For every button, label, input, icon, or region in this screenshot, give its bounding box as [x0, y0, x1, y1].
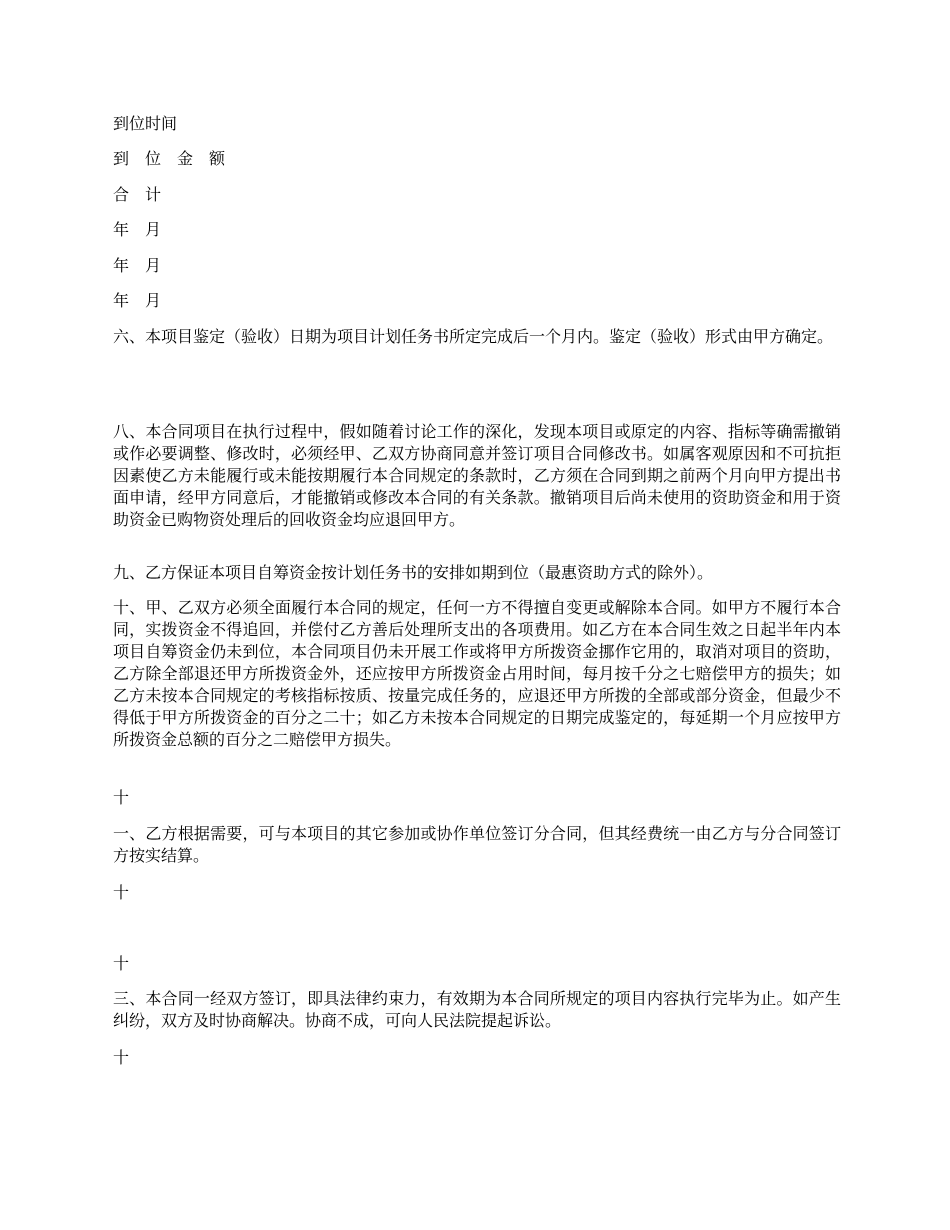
clause-11-paragraph: 一、乙方根据需要，可与本项目的其它参加或协作单位签订分合同，但其经费统一由乙方与分合同签订方按实结算。	[113, 824, 841, 865]
year-month-line-3: 年 月	[113, 291, 162, 310]
ten-mark-2: 十	[113, 883, 130, 902]
year-month-line-2: 年 月	[113, 256, 162, 275]
clause-8-paragraph: 八、本合同项目在执行过程中，假如随着讨论工作的深化，发现本项目或原定的内容、指标等确需撤销或作必要调整、修改时，必须经甲、乙双方协商同意并签订项目合同修改书。如属客观原因和不可抗拒因素使乙方未能履行或未能按期履行本合同规定的条款时，乙方须在合同到期之前两个月向甲方提出书面申请，经甲方同意后，才能撤销或修改本合同的有关条款。撤销项目后尚未使用的资助资金和用于资助资金已购物资处理后的回收资金均应退回甲方。	[113, 422, 841, 529]
year-month-line-1: 年 月	[113, 220, 162, 239]
ten-mark-1: 十	[113, 788, 130, 807]
clause-13-paragraph: 三、本合同一经双方签订，即具法律约束力，有效期为本合同所规定的项目内容执行完毕为止。如产生纠纷，双方及时协商解决。协商不成，可向人民法院提起诉讼。	[113, 989, 841, 1030]
total-label: 合 计	[113, 185, 162, 204]
ten-mark-3: 十	[113, 954, 130, 973]
document-page	[113, 0, 841, 1230]
clause-10-paragraph: 十、甲、乙双方必须全面履行本合同的规定，任何一方不得擅自变更或解除本合同。如甲方不履行本合同，实拨资金不得追回，并偿付乙方善后处理所支出的各项费用。如乙方在本合同生效之日起半年内本项目自筹资金仍未到位，本合同项目仍未开展工作或将甲方所拨资金挪作它用的，取消对项目的资助，乙方除全部退还甲方所拨资金外，还应按甲方所拨资金占用时间，每月按千分之七赔偿甲方的损失；如乙方未按本合同规定的考核指标按质、按量完成任务的，应退还甲方所拨的全部或部分资金，但最少不得低于甲方所拨资金的百分之二十；如乙方未按本合同规定的日期完成鉴定的，每延期一个月应按甲方所拨资金总额的百分之二赔偿甲方损失。	[113, 598, 841, 749]
ten-mark-4: 十	[113, 1048, 130, 1067]
arrival-time-label: 到位时间	[113, 114, 178, 133]
arrival-amount-label: 到 位 金 额	[113, 149, 226, 168]
clause-6-paragraph: 六、本项目鉴定（验收）日期为项目计划任务书所定完成后一个月内。鉴定（验收）形式由甲方确定。	[113, 327, 834, 346]
clause-9-paragraph: 九、乙方保证本项目自筹资金按计划任务书的安排如期到位（最惠资助方式的除外）。	[113, 563, 714, 582]
